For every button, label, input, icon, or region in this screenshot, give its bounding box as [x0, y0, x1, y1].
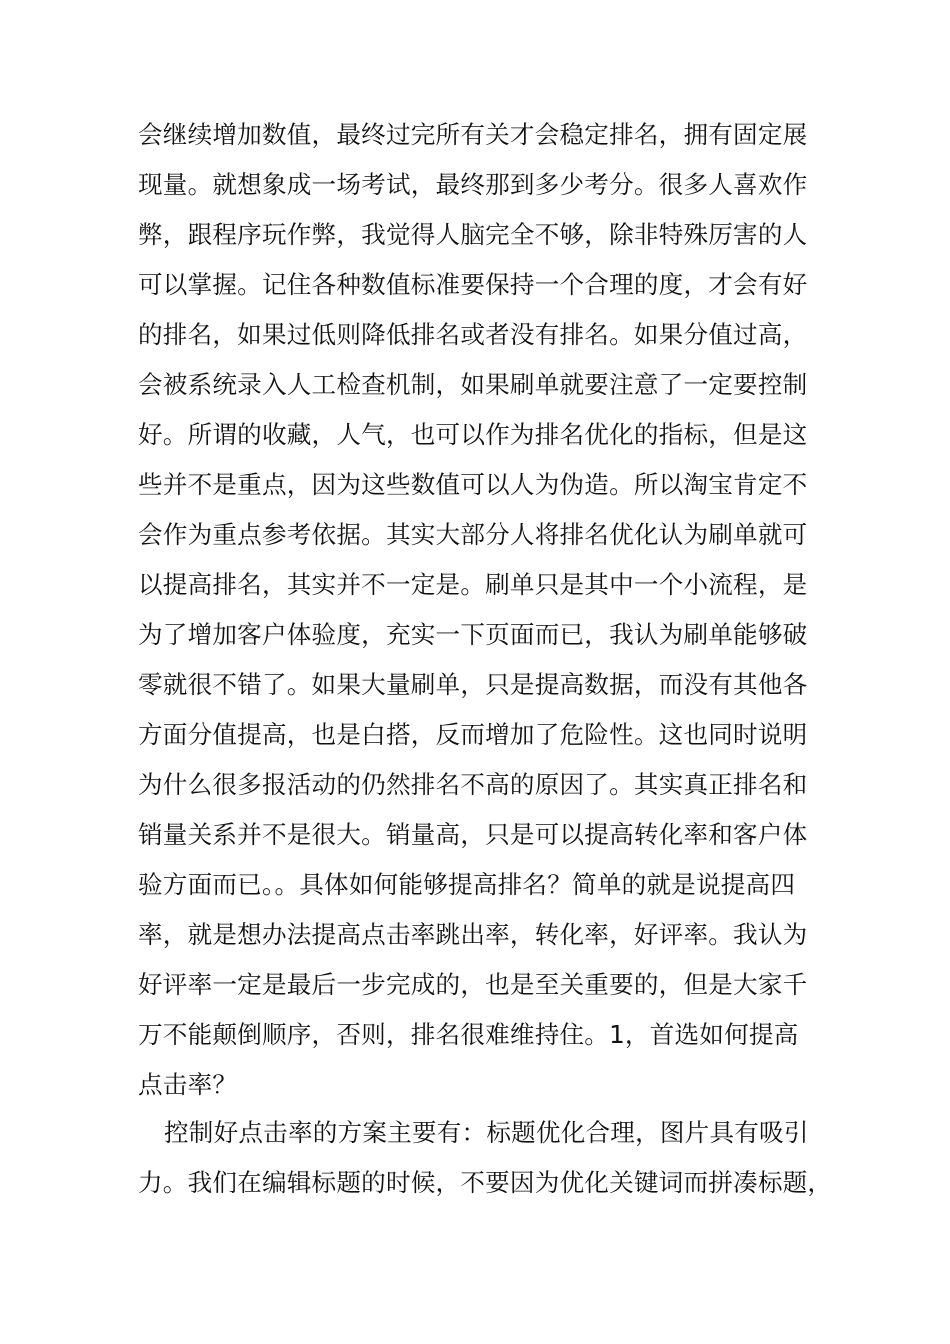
text-line: 方面分值提高，也是白搭，反而增加了危险性。这也同时说明: [138, 720, 808, 749]
text-line: 零就很不错了。如果大量刷单，只是提高数据，而没有其他各: [138, 670, 808, 699]
text-line: 的排名，如果过低则降低排名或者没有排名。如果分值过高，: [138, 320, 808, 349]
text-line: 为了增加客户体验度，充实一下页面而已，我认为刷单能够破: [138, 620, 808, 649]
paragraph-2: [138, 1108, 833, 1208]
text-line: 销量关系并不是很大。销量高，只是可以提高转化率和客户体: [138, 820, 808, 849]
text-line: 弊，跟程序玩作弊，我觉得人脑完全不够，除非特殊厉害的人: [138, 220, 808, 249]
text-line: 会继续增加数值，最终过完所有关才会稳定排名，拥有固定展: [138, 120, 808, 149]
text-line: 率，就是想办法提高点击率跳出率，转化率，好评率。我认为: [138, 920, 808, 949]
text-line: 万不能颠倒顺序，否则，排名很难维持住。1，首选如何提高: [138, 1020, 799, 1049]
paragraph-1: [138, 110, 810, 1110]
text-line: 好评率一定是最后一步完成的，也是至关重要的，但是大家千: [138, 970, 808, 999]
text-line: 验方面而已。。具体如何能够提高排名？简单的就是说提高四: [138, 870, 796, 899]
text-line: 控制好点击率的方案主要有：标题优化合理，图片具有吸引: [164, 1118, 809, 1147]
text-line: 会被系统录入人工检查机制，如果刷单就要注意了一定要控制: [138, 370, 808, 399]
text-line: 些并不是重点，因为这些数值可以人为伪造。所以淘宝肯定不: [138, 470, 808, 499]
text-line: 为什么很多报活动的仍然排名不高的原因了。其实真正排名和: [138, 770, 808, 799]
text-line: 会作为重点参考依据。其实大部分人将排名优化认为刷单就可: [138, 520, 808, 549]
text-line: 可以掌握。记住各种数值标准要保持一个合理的度，才会有好: [138, 270, 808, 299]
text-line: 力。我们在编辑标题的时候，不要因为优化关键词而拼凑标题，: [138, 1168, 833, 1197]
text-line: 以提高排名，其实并不一定是。刷单只是其中一个小流程，是: [138, 570, 808, 599]
text-line: 现量。就想象成一场考试，最终那到多少考分。很多人喜欢作: [138, 170, 808, 199]
text-line: 好。所谓的收藏，人气，也可以作为排名优化的指标，但是这: [138, 420, 808, 449]
text-line: 点击率？: [138, 1070, 238, 1099]
